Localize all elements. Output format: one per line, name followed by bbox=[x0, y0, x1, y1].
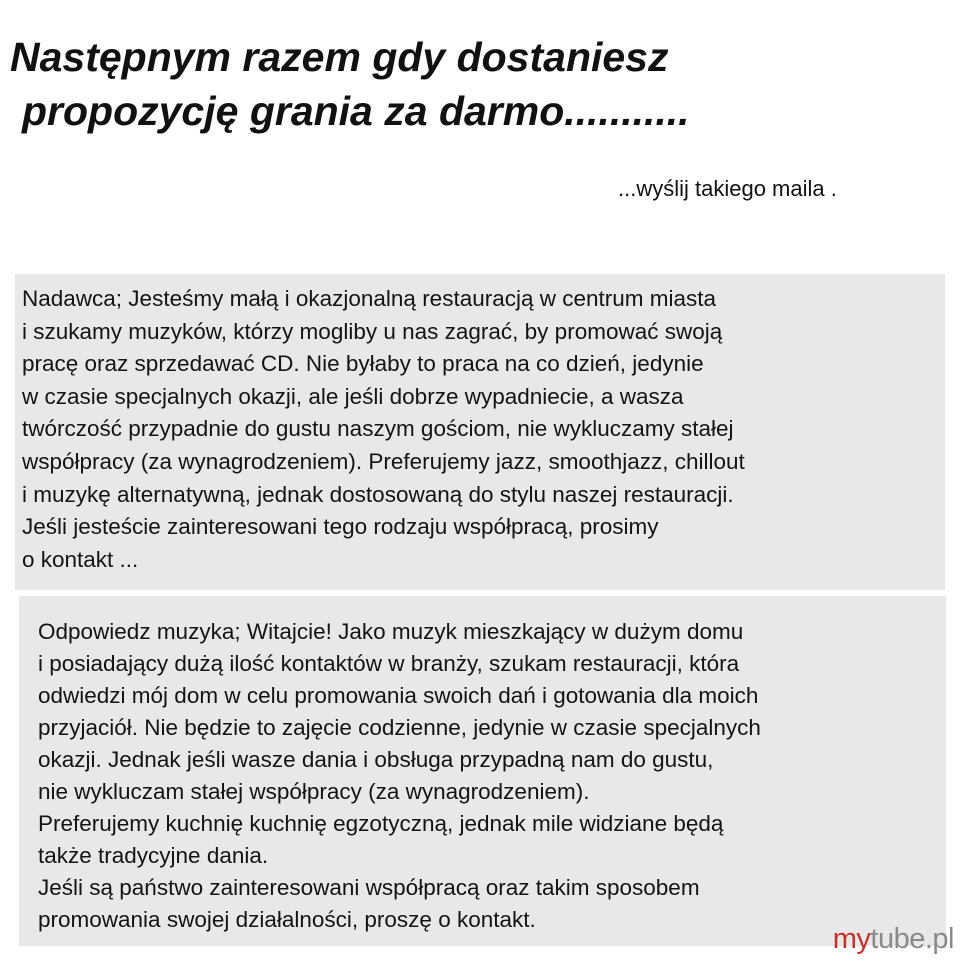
reply-message-line: i posiadający dużą ilość kontaktów w branży, szukam restauracji, która bbox=[38, 651, 740, 676]
title-line-1: Następnym razem gdy dostaniesz bbox=[10, 34, 669, 80]
mytube-watermark bbox=[833, 922, 954, 956]
sender-message-line: i muzykę alternatywną, jednak dostosowaną do stylu naszej restauracji. bbox=[22, 481, 734, 507]
reply-message-line: odwiedzi mój dom w celu promowania swoich dań i gotowania dla moich bbox=[38, 683, 759, 708]
sender-message-line: pracę oraz sprzedawać CD. Nie byłaby to praca na co dzień, jedynie bbox=[22, 351, 704, 377]
reply-message-line: przyjaciół. Nie będzie to zajęcie codzienne, jedynie w czasie specjalnych bbox=[38, 715, 761, 740]
meme-title bbox=[10, 30, 810, 138]
sender-message-line: współpracy (za wynagrodzeniem). Preferujemy jazz, smoothjazz, chillout bbox=[22, 448, 745, 474]
reply-message-line: okazji. Jednak jeśli wasze dania i obsługa przypadną nam do gustu, bbox=[38, 747, 714, 772]
sender-message-line: i szukamy muzyków, którzy mogliby u nas zagrać, by promować swoją bbox=[22, 318, 723, 344]
subtitle: ...wyślij takiego maila . bbox=[618, 176, 837, 201]
reply-message-line: Odpowiedz muzyka; Witajcie! Jako muzyk mieszkający w dużym domu bbox=[38, 619, 744, 644]
sender-message-line: w czasie specjalnych okazji, ale jeśli dobrze wypadniecie, a wasza bbox=[22, 383, 684, 409]
reply-message-line: także tradycyjne dania. bbox=[38, 843, 269, 868]
sender-message-line: Jeśli jesteście zainteresowani tego rodzaju współpracą, prosimy bbox=[22, 514, 659, 540]
title-line-2: propozycję grania za darmo........... bbox=[22, 88, 690, 134]
reply-message-box bbox=[19, 596, 946, 946]
sender-message-line: Nadawca; Jesteśmy małą i okazjonalną restauracją w centrum miasta bbox=[22, 286, 717, 311]
watermark-my: my bbox=[832, 923, 871, 955]
reply-message-line: Preferujemy kuchnię kuchnię egzotyczną, jednak mile widziane będą bbox=[38, 811, 724, 836]
sender-message-box bbox=[15, 274, 945, 590]
sender-message-line: o kontakt ... bbox=[22, 546, 139, 572]
reply-message-line: nie wykluczam stałej współpracy (za wynagrodzeniem). bbox=[38, 779, 590, 804]
watermark-tube: tube.pl bbox=[870, 923, 954, 955]
sender-message-line: twórczość przypadnie do gustu naszym gościom, nie wykluczamy stałej bbox=[22, 416, 734, 442]
reply-message-line: promowania swojej działalności, proszę o kontakt. bbox=[38, 907, 536, 932]
reply-message-line: Jeśli są państwo zainteresowani współpracą oraz takim sposobem bbox=[38, 875, 700, 900]
